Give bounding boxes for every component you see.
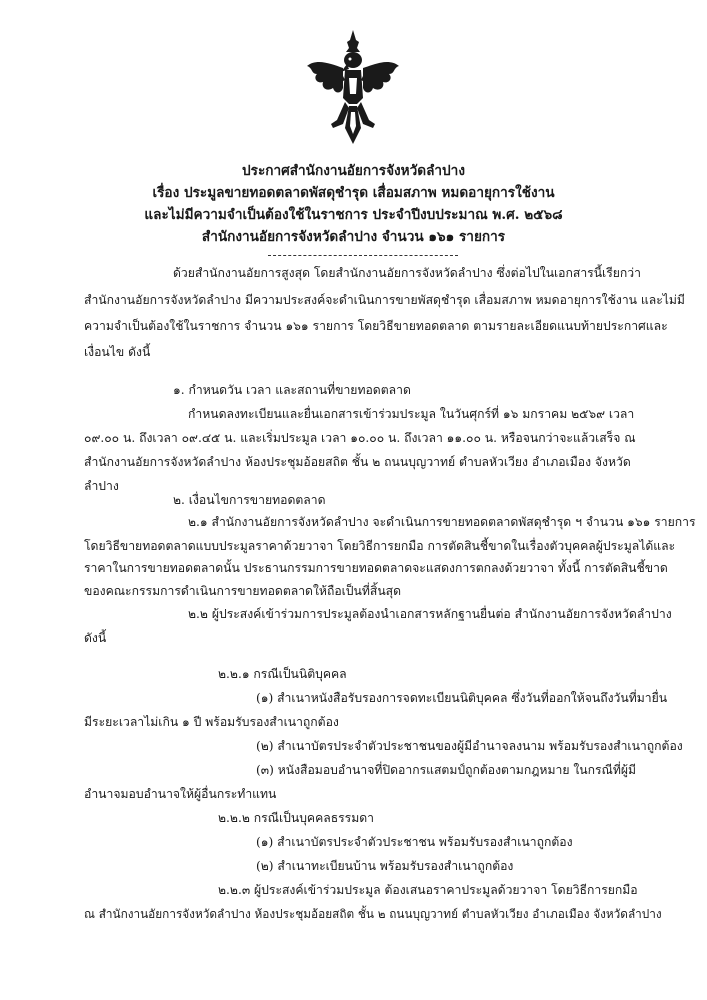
section-2-2-1-item-3: (๓) หนังสือมอบอำนาจที่ปิดอากรแสตมป์ถูกต้องตามกฎหมาย ในกรณีที่ผู้มี	[256, 763, 637, 777]
section-1-line-4: ลำปาง	[84, 479, 119, 493]
title-line-4: สำนักงานอัยการจังหวัดลำปาง จำนวน ๑๖๑ รายการ	[201, 229, 506, 245]
section-2-1-line-1: ๒.๑ สำนักงานอัยการจังหวัดลำปาง จะดำเนินการขายทอดตลาดพัสดุชำรุด ฯ จำนวน ๑๖๑ รายการ	[188, 515, 696, 529]
title-divider	[268, 255, 458, 256]
section-1-line-3: สำนักงานอัยการจังหวัดลำปาง ห้องประชุมอ้อยสถิต ชั้น ๒ ถนนบุญวาทย์ ตำบลหัวเวียง อำเภอเมือง จังหวัด	[84, 455, 631, 469]
section-2-2-2-heading: ๒.๒.๒ กรณีเป็นบุคคลธรรมดา	[218, 811, 375, 825]
section-2-2-1-item-1-cont: มีระยะเวลาไม่เกิน ๑ ปี พร้อมรับรองสำเนาถูกต้อง	[84, 715, 339, 729]
section-2-2-line-2: ดังนี้	[84, 631, 107, 645]
section-1-heading: ๑. กำหนดวัน เวลา และสถานที่ขายทอดตลาด	[173, 383, 411, 397]
title-line-2: เรื่อง ประมูลขายทอดตลาดพัสดุชำรุด เสื่อมสภาพ หมดอายุการใช้งาน	[152, 185, 555, 201]
section-2-2-1-item-1: (๑) สำเนาหนังสือรับรองการจดทะเบียนนิติบุคคล ซึ่งวันที่ออกให้จนถึงวันที่มายื่น	[256, 691, 668, 705]
garuda-emblem-icon	[303, 28, 403, 146]
section-2-2-1-heading: ๒.๒.๑ กรณีเป็นนิติบุคคล	[218, 667, 347, 681]
section-2-2-2-item-2: (๒) สำเนาทะเบียนบ้าน พร้อมรับรองสำเนาถูกต้อง	[256, 859, 514, 873]
intro-line-3: ความจำเป็นต้องใช้ในราชการ จำนวน ๑๖๑ รายการ โดยวิธีขายทอดตลาด ตามรายละเอียดแนบท้ายประกาศและ	[84, 319, 668, 333]
section-2-2-1-item-2: (๒) สำเนาบัตรประจำตัวประชาชนของผู้มีอำนาจลงนาม พร้อมรับรองสำเนาถูกต้อง	[256, 739, 683, 753]
intro-line-4: เงื่อนไข ดังนี้	[84, 345, 151, 359]
section-2-1-line-2: โดยวิธีขายทอดตลาดแบบประมูลราคาด้วยวาจา โดยวิธีการยกมือ การตัดสินชี้ขาดในเรื่องตัวบุคคลผู้ประมูลได้และ	[84, 539, 676, 553]
title-line-3: และไม่มีความจำเป็นต้องใช้ในราชการ ประจำปีงบประมาณ พ.ศ. ๒๕๖๘	[144, 207, 563, 223]
section-2-2-2-item-1: (๑) สำเนาบัตรประจำตัวประชาชน พร้อมรับรองสำเนาถูกต้อง	[256, 835, 573, 849]
section-1-line-2: ๐๙.๐๐ น. ถึงเวลา ๐๙.๔๕ น. และเริ่มประมูล เวลา ๑๐.๐๐ น. ถึงเวลา ๑๑.๐๐ น. หรือจนกว่าจะแล้วเสร็จ ณ	[84, 431, 636, 445]
section-1-line-1: กำหนดลงทะเบียนและยื่นเอกสารเข้าร่วมประมูล ในวันศุกร์ที่ ๑๖ มกราคม ๒๕๖๙ เวลา	[188, 407, 635, 421]
section-2-2-3-line-1: ๒.๒.๓ ผู้ประสงค์เข้าร่วมประมูล ต้องเสนอราคาประมูลด้วยวาจา โดยวิธีการยกมือ	[218, 883, 638, 897]
section-2-heading: ๒. เงื่อนไขการขายทอดตลาด	[173, 493, 326, 507]
section-2-2-1-item-3-cont: อำนาจมอบอำนาจให้ผู้อื่นกระทำแทน	[84, 787, 277, 801]
section-2-2-line-1: ๒.๒ ผู้ประสงค์เข้าร่วมการประมูลต้องนำเอกสารหลักฐานยื่นต่อ สำนักงานอัยการจังหวัดลำปาง	[188, 607, 672, 621]
section-2-2-3-line-2: ณ สำนักงานอัยการจังหวัดลำปาง ห้องประชุมอ้อยสถิต ชั้น ๒ ถนนบุญวาทย์ ตำบลหัวเวียง อำเภอเมือง จังหวัดลำปาง	[84, 907, 662, 921]
section-2-1-line-3: ราคาในการขายทอดตลาดนั้น ประธานกรรมการขายทอดตลาดจะแสดงการตกลงด้วยวาจา ทั้งนี้ การตัดสินชี้ขาด	[84, 561, 668, 575]
intro-line-2: สำนักงานอัยการจังหวัดลำปาง มีความประสงค์จะดำเนินการขายพัสดุชำรุด เสื่อมสภาพ หมดอายุการใช้งาน และไม่มี	[84, 293, 685, 307]
section-2-1-line-4: ของคณะกรรมการดำเนินการขายทอดตลาดให้ถือเป็นที่สิ้นสุด	[84, 584, 402, 598]
title-line-1: ประกาศสำนักงานอัยการจังหวัดลำปาง	[242, 163, 465, 179]
intro-line-1: ด้วยสำนักงานอัยการสูงสุด โดยสำนักงานอัยการจังหวัดลำปาง ซึ่งต่อไปในเอกสารนี้เรียกว่า	[173, 266, 641, 280]
